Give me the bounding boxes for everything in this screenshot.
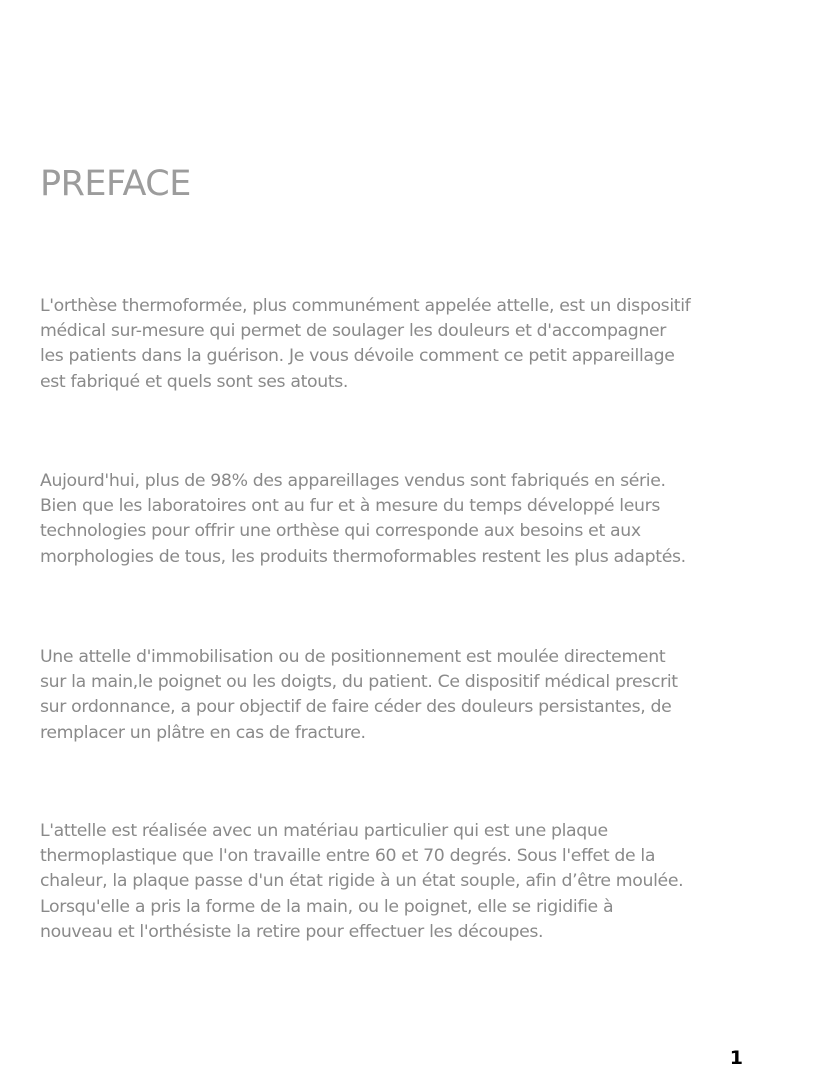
- paragraph-line: L'orthèse thermoformée, plus communément appelée attelle, est un dispositif: [40, 296, 691, 316]
- paragraph-line: sur ordonnance, a pour objectif de faire céder des douleurs persistantes, de: [40, 697, 672, 718]
- paragraph-line: L'attelle est réalisée avec un matériau particulier qui est une plaque: [40, 821, 608, 841]
- paragraph-line: thermoplastique que l'on travaille entre 60 et 70 degrés. Sous l'effet de la: [40, 846, 656, 867]
- paragraph-thermoplastic: [40, 819, 775, 945]
- paragraph-line: nouveau et l'orthésiste la retire pour effectuer les découpes.: [40, 921, 544, 942]
- paragraph-intro: [40, 294, 775, 395]
- paragraph-line: Aujourd'hui, plus de 98% des appareillages vendus sont fabriqués en série.: [40, 471, 666, 491]
- paragraph-line: chaleur, la plaque passe d'un état rigide à un état souple, afin d’être moulée.: [40, 871, 684, 892]
- paragraph-series-production: [40, 469, 775, 570]
- paragraph-line: est fabriqué et quels sont ses atouts.: [40, 371, 349, 392]
- paragraph-line: sur la main,le poignet ou les doigts, du patient. Ce dispositif médical prescrit: [40, 672, 678, 693]
- paragraph-line: remplacer un plâtre en cas de fracture.: [40, 722, 366, 743]
- paragraph-line: Une attelle d'immobilisation ou de positionnement est moulée directement: [40, 647, 666, 667]
- paragraph-line: Lorsqu'elle a pris la forme de la main, ou le poignet, elle se rigidifie à: [40, 896, 614, 917]
- paragraph-line: médical sur-mesure qui permet de soulager les douleurs et d'accompagner: [40, 321, 667, 342]
- paragraph-line: Bien que les laboratoires ont au fur et à mesure du temps développé leurs: [40, 496, 661, 517]
- paragraph-line: les patients dans la guérison. Je vous dévoile comment ce petit appareillage: [40, 346, 675, 367]
- paragraph-line: technologies pour offrir une orthèse qui corresponde aux besoins et aux: [40, 521, 641, 542]
- paragraph-line: morphologies de tous, les produits thermoformables restent les plus adaptés.: [40, 546, 686, 567]
- page-title: PREFACE: [40, 164, 191, 204]
- page-number: 1: [729, 1047, 743, 1069]
- paragraph-immobilisation: [40, 645, 775, 746]
